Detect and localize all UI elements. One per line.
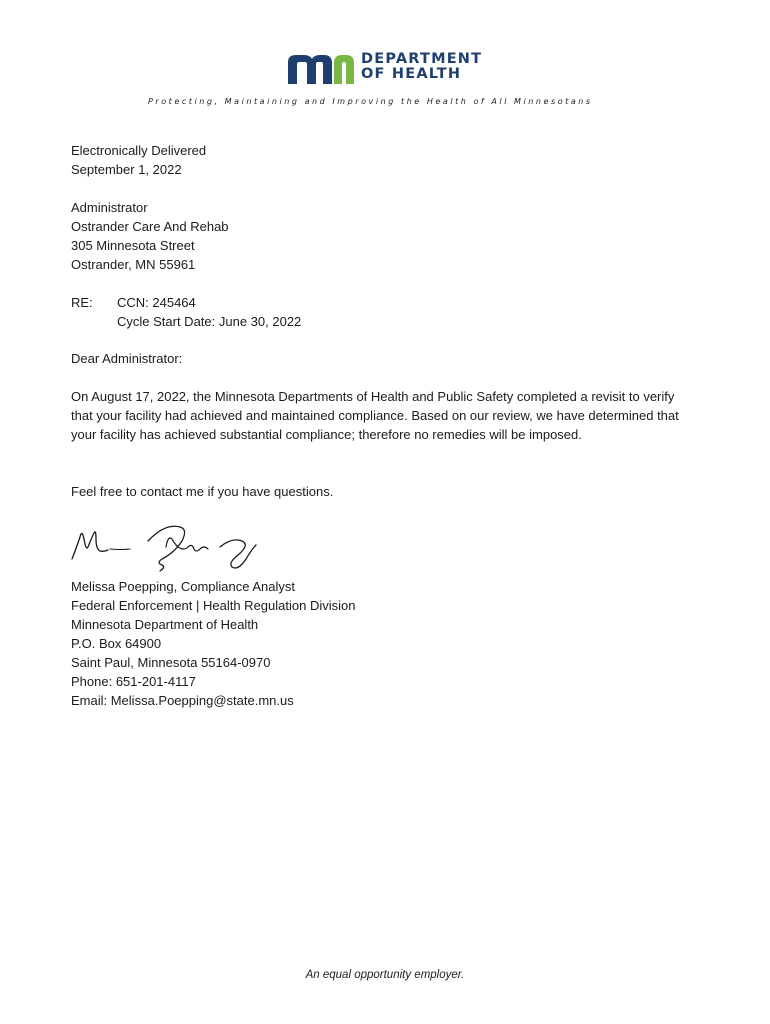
closing-line: Feel free to contact me if you have questions. — [71, 484, 334, 499]
logo-line-1: DEPARTMENT — [361, 51, 483, 67]
mn-logo-icon — [288, 54, 354, 84]
recipient-facility: Ostrander Care And Rehab — [71, 219, 229, 234]
signer-email: Email: Melissa.Poepping@state.mn.us — [71, 693, 294, 708]
ccn-number: CCN: 245464 — [117, 295, 196, 310]
footer-equal-opportunity: An equal opportunity employer. — [305, 969, 465, 981]
recipient-city: Ostrander, MN 55961 — [71, 257, 196, 272]
signer-department: Minnesota Department of Health — [71, 617, 259, 632]
logo-wordmark — [361, 52, 482, 82]
recipient-address — [71, 198, 229, 274]
handwritten-signature — [70, 519, 260, 579]
mdh-logo — [288, 52, 488, 86]
body-paragraph — [71, 387, 691, 444]
signer-po-box: P.O. Box 64900 — [71, 636, 162, 651]
logo-line-2: OF HEALTH — [361, 66, 462, 82]
signer-division: Federal Enforcement | Health Regulation Division — [71, 598, 356, 613]
signer-phone: Phone: 651-201-4117 — [71, 674, 196, 689]
signature-block — [71, 577, 355, 710]
letter-date: September 1, 2022 — [71, 162, 182, 177]
delivery-block — [71, 141, 206, 179]
signer-name: Melissa Poepping, Compliance Analyst — [71, 579, 296, 594]
signer-city: Saint Paul, Minnesota 55164-0970 — [71, 655, 271, 670]
salutation: Dear Administrator: — [71, 351, 183, 366]
delivery-method: Electronically Delivered — [71, 143, 207, 158]
re-block — [71, 293, 301, 331]
paragraph-text: On August 17, 2022, the Minnesota Departments of Health and Public Safety completed a revisit to verify that your facility had achieved and maintained compliance. Based on our review, we have determined that your facility has achieved substantial compliance; therefore no remedies will be imposed. — [71, 389, 679, 442]
recipient-street: 305 Minnesota Street — [71, 238, 195, 253]
tagline: Protecting, Maintaining and Improving the Health of All Minnesotans — [148, 97, 593, 106]
cycle-start-date: Cycle Start Date: June 30, 2022 — [117, 314, 302, 329]
recipient-title: Administrator — [71, 200, 148, 215]
re-label: RE: — [71, 295, 93, 310]
